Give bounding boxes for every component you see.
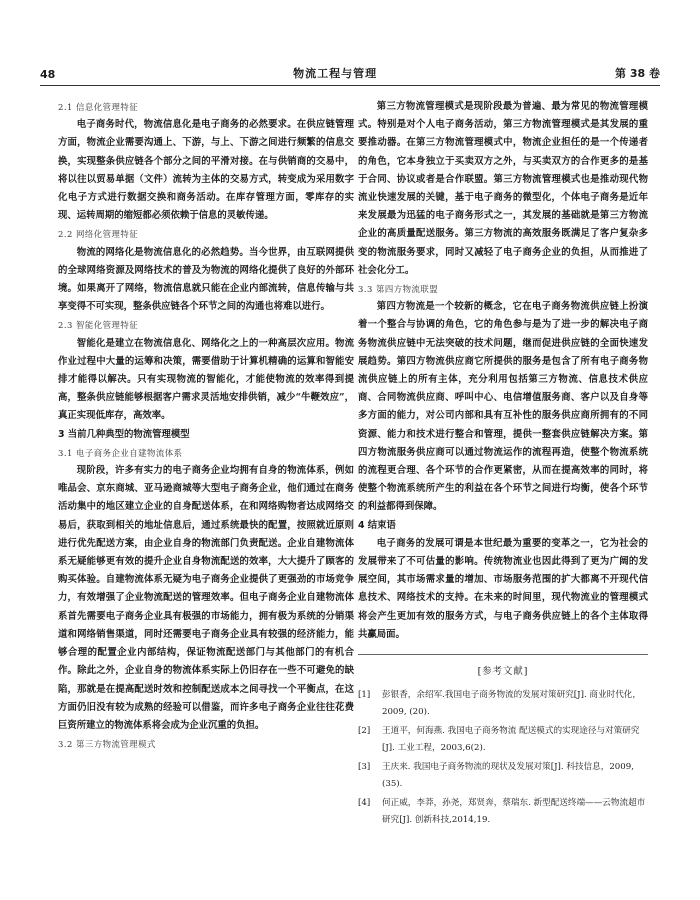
subsection-heading: 3.3 第四方物流联盟 (358, 284, 439, 295)
paragraph: 电子商务的发展可谓是本世纪最为重要的变革之一，它为社会的发展带来了不可估量的影响。传统物流业也因此得到了更为广阔的发展空间，其市场需求量的增加、市场服务范围的扩大都离不开现代信息技术、网络技术的支持。在未来的时间里，现代物流业的管理模式将会产生更加有效的服务方式，与电子商务供应链上的各个主体取得共赢局面。 (358, 537, 648, 640)
paragraph: 第四方物流是一个较新的概念，它在电子商务物流供应链上扮演着一个整合与协调的角色，它的角色参与是为了进一步的解决电子商务物流供应链中无法突破的技术问题，继而促进供应链的全面快速发展趋势。第四方物流供应商它所提供的服务是包含了所有电子商务物流供应链上的所有主体，充分利用包括第三方物流、信息技术供应商、合同物流供应商、呼叫中心、电信增值服务商、客户以及自身等多方面的能力，对公司内部和具有互补性的服务供应商所拥有的不同资源、能力和技术进行整合和管理，提供一整套供应链解决方案。第四方物流服务供应商可以通过物流运作的流程再造，使整个物流系统的流程更合理、各个环节的合作更紧密，从而在提高效率的同时，将使整个物流系统所产生的利益在各个环节之间进行均衡，使各个环节的利益都得到保障。 (358, 301, 648, 513)
reference-item (358, 723, 648, 756)
reference-number: [3] (358, 762, 371, 773)
section-heading: 4 结束语 (358, 519, 396, 531)
paragraph: 现阶段，许多有实力的电子商务企业均拥有自身的物流体系，例如唯品会、京东商城、亚马逊商城等大型电子商务企业，他们通过在商务活动集中的地区建立企业的自身配送体系，在和网络购物者达成网络交易后，获取到相关的地址信息后，通过系统最快的配置，按照就近原则进行优先配送方案，由企业自身的物流部门负责配送。企业自建物流体系无疑能够更有效的提升企业自身物流配送的效率，大大提升了顾客的购买体验。自建物流体系无疑为电子商务企业提供了更强劲的市场竞争力，有效增强了企业物流配送的管理效率。但电子商务企业自建物流体系首先需要电子商务企业具有极强的市场能力，拥有极为系统的分销渠道和网络销售渠道，同时还需要电子商务企业具有较强的经济能力，能够合理的配置企业内部结构，保证物流配送部门与其他部门的有机合作。除此之外，企业自身的物流体系实际上仍旧存在一些不可避免的缺陷，那就是在提高配送时效和控制配送成本之间寻找一个平衡点，在这方面仍旧没有较为成熟的经验可以借鉴，而许多电子商务企业往往花费巨资所建立的物流体系将会成为企业沉重的负担。 (58, 465, 354, 731)
section-heading: 3 当前几种典型的物流管理模型 (58, 428, 190, 440)
reference-item (358, 795, 648, 828)
paragraph: 物流的网络化是物流信息化的必然趋势。当今世界，由互联网提供的全球网络资源及网络技术的普及为物流的网络化提供了良好的外部环境。如果离开了网络，物流信息就只能在企业内部流转，信息传输与共享变得不可实现，整条供应链各个环节之间的沟通也将难以进行。 (58, 246, 354, 313)
reference-text: 何正威，李莽，孙尧，郑贤奔，蔡瑞东. 新型配送终端——云物流超市研究[J]. 创新科技,2014,19. (382, 798, 646, 825)
reference-number: [1] (358, 690, 371, 701)
volume-label: 第 38 卷 (615, 67, 660, 80)
reference-number: [2] (358, 726, 371, 737)
reference-text: 王道平，何海燕. 我国电子商务物流 配送模式的实现途径与对策研究[J]. 工业工程，2003,6(2). (382, 726, 640, 753)
references-list (358, 687, 648, 828)
subsection-heading: 3.2 第三方物流管理模式 (58, 739, 156, 750)
paragraph: 智能化是建立在物流信息化、网络化之上的一种高层次应用。物流作业过程中大量的运筹和决策，需要借助于计算机精确的运算和智能安排才能得以解决。只有实现物流的智能化，才能使物流的效率得到提高，整条供应链能够根据客户需求灵活地安排供销，减少“牛鞭效应”，真正实现低库存，高效率。 (58, 337, 354, 422)
page-header (40, 64, 660, 86)
paragraph: 电子商务时代，物流信息化是电子商务的必然要求。在供应链管理方面，物流企业需要沟通上、下游，与上、下游之间进行频繁的信息交换，实现整条供应链各个部分之间的平滑对接。在与供销商的交易中，将以往以贸易单据（文件）流转为主体的交易方式，转变成为采用数字化电子方式进行数据交换和商务活动。在库存管理方面，零库存的实现、运转周期的缩短都必须依赖于信息的灵敏传递。 (58, 119, 354, 222)
reference-text: 彭银香，余绍军.我国电子商务物流的发展对策研究[J]. 商业时代化，2009, (20). (382, 690, 641, 717)
subsection-heading: 2.2 网络化管理特征 (58, 229, 139, 240)
journal-title: 物流工程与管理 (293, 67, 378, 80)
paragraph: 第三方物流管理模式是现阶段最为普遍、最为常见的物流管理模式。特别是对个人电子商务活动，第三方物流管理模式是其发展的重要推动器。在第三方物流管理模式中，物流企业担任的是一个传递者的角色，它本身独立于买卖双方之外，与买卖双方的合作更多的是基于合同、协议或者是合作联盟。第三方物流管理模式也是推动现代物流业快速发展的关键，基于电子商务的微型化，个体电子商务是近年来发展最为迅猛的电子商务形式之一，其发展的基础就是第三方物流企业的高质量配送服务。第三方物流的高效服务既满足了客户复杂多变的物流服务要求，同时又减轻了电子商务企业的负担，从而推进了社会化分工。 (358, 101, 648, 276)
subsection-heading: 2.3 智能化管理特征 (58, 320, 139, 331)
reference-number: [4] (358, 798, 371, 809)
references-title: [参考文献] (358, 654, 648, 681)
reference-item (358, 759, 648, 792)
left-column (58, 98, 354, 753)
page-number: 48 (40, 68, 56, 81)
right-column (358, 98, 648, 831)
subsection-heading: 3.1 电子商务企业自建物流体系 (58, 447, 183, 458)
reference-item (358, 687, 648, 720)
subsection-heading: 2.1 信息化管理特征 (58, 102, 139, 112)
reference-text: 王庆来. 我国电子商务物流的现状及发展对策[J]. 科技信息，2009,(35). (382, 762, 634, 789)
